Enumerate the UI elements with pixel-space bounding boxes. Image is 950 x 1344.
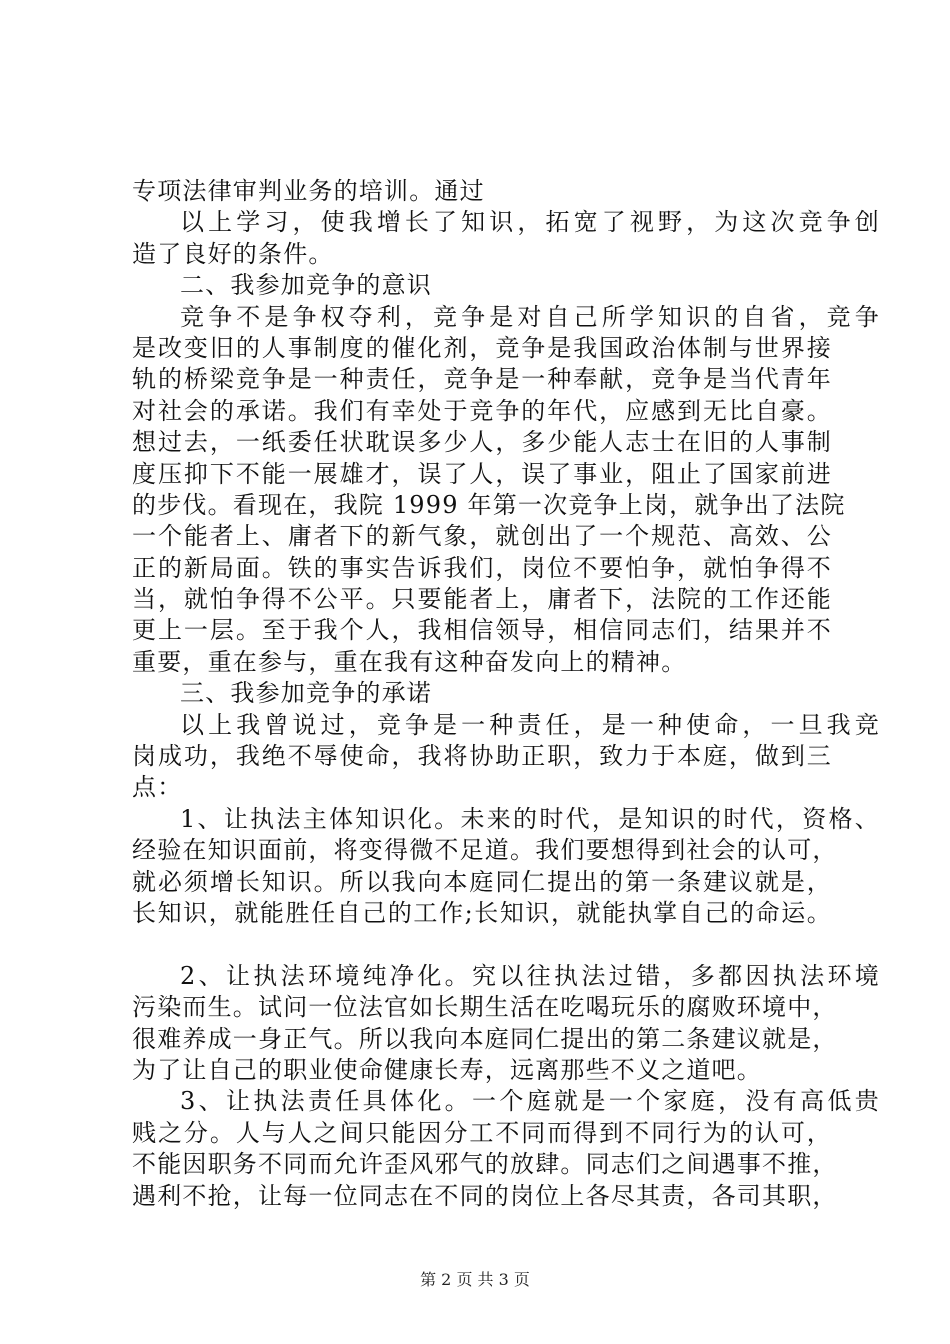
text-line: 度压抑下不能一展雄才，误了人，误了事业，阻止了国家前进 xyxy=(132,459,832,488)
text-line: 2、让执法环境纯净化。究以往执法过错，多都因执法环境 xyxy=(180,961,880,990)
text-line: 岗成功，我绝不辱使命，我将协助正职，致力于本庭，做到三 xyxy=(132,742,832,771)
document-body xyxy=(132,176,880,1212)
text-line: 竞争不是争权夺利，竞争是对自己所学知识的自省，竞争 xyxy=(180,302,880,331)
text-line: 不能因职务不同而允许歪风邪气的放肆。同志们之间遇事不推， xyxy=(132,1150,838,1179)
section-heading: 二、我参加竞争的意识 xyxy=(180,271,432,300)
paragraph-gap xyxy=(132,929,832,960)
text-line: 一个能者上、庸者下的新气象，就创出了一个规范、高效、公 xyxy=(132,522,832,551)
text-line: 贱之分。人与人之间只能因分工不同而得到不同行为的认可， xyxy=(132,1118,832,1147)
text-line: 长知识，就能胜任自己的工作;长知识，就能执掌自己的命运。 xyxy=(132,898,832,927)
text-line: 以上学习，使我增长了知识，拓宽了视野，为这次竞争创 xyxy=(180,208,880,237)
text-line: 3、让执法责任具体化。一个庭就是一个家庭，没有高低贵 xyxy=(180,1087,880,1116)
text-line: 以上我曾说过，竞争是一种责任，是一种使命，一旦我竞 xyxy=(180,710,880,739)
text-line: 点： xyxy=(132,773,183,802)
text-line: 想过去，一纸委任状耽误多少人，多少能人志士在旧的人事制 xyxy=(132,428,832,457)
text-line: 污染而生。试问一位法官如长期生活在吃喝玩乐的腐败环境中， xyxy=(132,993,838,1022)
section-heading: 三、我参加竞争的承诺 xyxy=(180,679,432,708)
text-line: 当，就怕争得不公平。只要能者上，庸者下，法院的工作还能 xyxy=(132,585,832,614)
text-line: 1、让执法主体知识化。未来的时代，是知识的时代，资格、 xyxy=(180,804,880,833)
text-line: 遇利不抢，让每一位同志在不同的岗位上各尽其责，各司其职， xyxy=(132,1181,838,1210)
text-line: 很难养成一身正气。所以我向本庭同仁提出的第二条建议就是， xyxy=(132,1024,838,1053)
text-line: 的步伐。看现在，我院 1999 年第一次竞争上岗，就争出了法院 xyxy=(132,490,846,519)
text-line: 就必须增长知识。所以我向本庭同仁提出的第一条建议就是， xyxy=(132,867,832,896)
text-line: 造了良好的条件。 xyxy=(132,239,334,268)
text-line: 重要，重在参与，重在我有这种奋发向上的精神。 xyxy=(132,647,687,676)
text-line: 为了让自己的职业使命健康长寿，远离那些不义之道吧。 xyxy=(132,1055,762,1084)
text-line: 轨的桥梁竞争是一种责任，竞争是一种奉献，竞争是当代青年 xyxy=(132,365,832,394)
text-line: 更上一层。至于我个人，我相信领导，相信同志们，结果并不 xyxy=(132,616,832,645)
page-number-footer: 第 2 页 共 3 页 xyxy=(420,1270,530,1289)
text-line: 经验在知识面前，将变得微不足道。我们要想得到社会的认可， xyxy=(132,836,838,865)
text-line: 对社会的承诺。我们有幸处于竞争的年代，应感到无比自豪。 xyxy=(132,396,832,425)
text-line: 是改变旧的人事制度的催化剂，竞争是我国政治体制与世界接 xyxy=(132,333,832,362)
text-line: 正的新局面。铁的事实告诉我们，岗位不要怕争，就怕争得不 xyxy=(132,553,832,582)
text-line: 专项法律审判业务的培训。通过 xyxy=(132,177,485,205)
